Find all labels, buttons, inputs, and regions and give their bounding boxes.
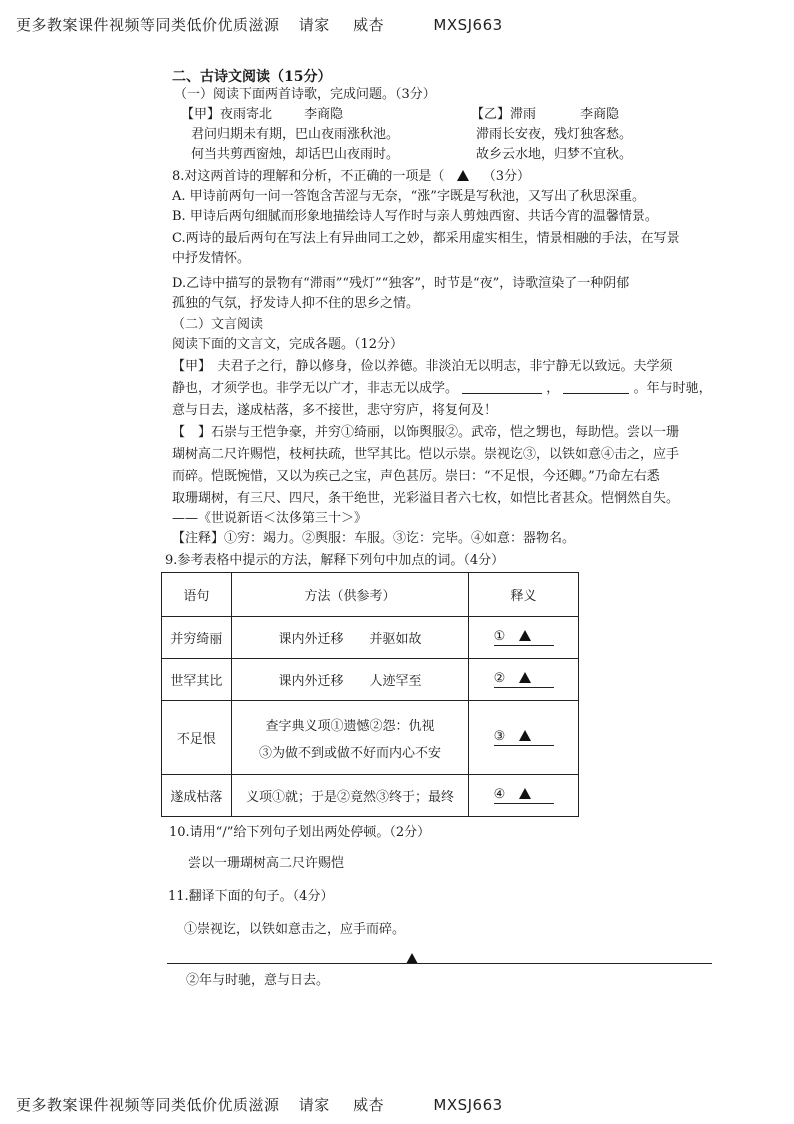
banner-text: 更多教案课件视频等同类低价优质滋源 <box>16 16 280 34</box>
method-cell: 课内外迁移 并驱如故 <box>231 617 468 659</box>
q8-option-b: B. 甲诗后两句细腻而形象地描绘诗人写作时与亲人剪烛西窗、共话今宵的温馨情景。 <box>172 209 658 224</box>
q8-option-a: A. 甲诗前两句一问一答饱含苦涩与无奈，“涨”字既是写秋池，又写出了秋思深重。 <box>172 189 645 204</box>
q8-option-c-line1: C.两诗的最后两句在写法上有异曲同工之妙，都采用虚实相生，情景相融的手法，在写景 <box>172 231 680 246</box>
table-row <box>162 659 579 701</box>
jia-line1: 【甲】 夫君子之行，静以修身，俭以养德。非淡泊无以明志，非宁静无以致远。夫学须 <box>172 359 673 374</box>
table-row <box>162 775 579 817</box>
poem-b-author: 李商隐 <box>580 107 620 122</box>
answer-number: ② <box>493 671 506 686</box>
answer-cell[interactable] <box>469 775 579 817</box>
answer-number: ④ <box>493 787 506 802</box>
poem-b-title-row <box>471 106 619 124</box>
answer-triangle-icon <box>519 788 531 799</box>
table-row <box>162 701 579 775</box>
answer-slot[interactable] <box>494 787 554 804</box>
part2-intro: 阅读下面的文言文，完成各题。（12分） <box>172 337 404 352</box>
yi-line4: 取珊瑚树，有三尺、四尺，条干绝世，光彩溢目者六七枚，如恺比者甚众。恺惘然自失。 <box>172 491 680 506</box>
banner-contact-label: 请家 <box>298 1096 330 1114</box>
method-line: ③为做不到或做不好而内心不安 <box>258 745 441 761</box>
poem-b-title: 【乙】滞雨 <box>471 107 537 122</box>
answer-slot[interactable] <box>494 629 554 646</box>
section-title: 二、古诗文阅读（15分） <box>172 69 332 85</box>
table-header: 语句 <box>162 573 232 617</box>
table-row <box>162 617 579 659</box>
poem-b-line2: 故乡云水地，归梦不宜秋。 <box>476 147 633 162</box>
answer-line[interactable] <box>167 963 712 964</box>
poem-a-title: 【甲】夜雨寄北 <box>181 107 273 122</box>
poem-a-line2: 何当共剪西窗烛，却话巴山夜雨时。 <box>191 147 400 162</box>
jia-line2-end: 。年与时驰， <box>633 381 712 396</box>
q8-option-d-line2: 孤独的气氛，抒发诗人抑不住的思乡之情。 <box>172 296 420 311</box>
table-header: 方法（供参考） <box>231 573 468 617</box>
banner-code: MXSJ663 <box>433 16 503 34</box>
phrase-cell: 不足恨 <box>162 701 232 775</box>
answer-cell[interactable] <box>469 701 579 775</box>
answer-number: ③ <box>493 729 506 744</box>
part2-title: （二）文言阅读 <box>172 317 264 332</box>
q8-option-c-line2: 中抒发情怀。 <box>172 251 251 266</box>
answer-triangle-icon <box>519 730 531 741</box>
bottom-banner <box>16 1094 503 1115</box>
banner-code: MXSJ663 <box>433 1096 503 1114</box>
answer-triangle-icon <box>519 672 531 683</box>
poem-a-line1: 君问归期未有期，巴山夜雨涨秋池。 <box>191 127 400 142</box>
answer-triangle-icon <box>519 630 531 641</box>
yi-source: ——《世说新语＜汰侈第三十＞》 <box>172 511 368 526</box>
q11-sentence-1: ①崇视讫，以铁如意击之，应手而碎。 <box>184 922 406 937</box>
jia-line3: 意与日去，遂成枯落，多不接世，悲守穷庐，将复何及！ <box>172 403 498 418</box>
table-header: 释义 <box>469 573 579 617</box>
banner-contact-name: 威杏 <box>353 16 385 34</box>
q11-stem: 11.翻译下面的句子。（4分） <box>168 889 334 904</box>
q10-stem: 10.请用“/”给下列句子划出两处停顿。（2分） <box>169 825 431 840</box>
poem-a-title-row <box>181 106 343 124</box>
method-line: 查字典义项①遗憾②怨：仇视 <box>265 718 435 734</box>
answer-triangle-icon <box>457 170 469 181</box>
q9-stem: 9.参考表格中提示的方法，解释下列句中加点的词。（4分） <box>165 553 505 568</box>
answer-slot[interactable] <box>494 729 554 746</box>
q8-stem-row <box>172 168 530 186</box>
yi-line3: 而碎。恺既惋惜，又以为疾己之宝，声色甚厉。崇曰：“不足恨，今还卿。”乃命左右悉 <box>172 469 660 484</box>
q10-sentence: 尝以一珊瑚树高二尺许赐恺 <box>188 856 345 871</box>
answer-triangle-icon <box>406 948 418 967</box>
yi-notes: 【注释】①穷：竭力。②舆服：车服。③讫：完毕。④如意：器物名。 <box>172 531 576 546</box>
phrase-cell: 世罕其比 <box>162 659 232 701</box>
answer-number: ① <box>493 629 506 644</box>
answer-slot[interactable] <box>494 671 554 688</box>
fill-blank-1[interactable] <box>462 380 542 394</box>
part1-title: （一）阅读下面两首诗歌，完成问题。（3分） <box>174 87 436 102</box>
answer-cell[interactable] <box>469 617 579 659</box>
jia-comma: ， <box>546 381 560 396</box>
yi-line2: 瑚树高二尺许赐恺，枝柯扶疏，世罕其比。恺以示崇。崇视讫③，以铁如意④击之，应手 <box>172 447 680 462</box>
answer-cell[interactable] <box>469 659 579 701</box>
top-banner <box>16 14 503 35</box>
phrase-cell: 遂成枯落 <box>162 775 232 817</box>
banner-contact-name: 威杏 <box>353 1096 385 1114</box>
poem-a-author: 李商隐 <box>304 107 344 122</box>
banner-contact-label: 请家 <box>298 16 330 34</box>
q8-points: （3分） <box>482 169 530 184</box>
vocab-table <box>161 572 579 817</box>
yi-line1: 【 】石崇与王恺争豪，并穷①绮丽，以饰舆服②。武帝，恺之甥也，每助恺。尝以一珊 <box>172 425 680 440</box>
fill-blank-2[interactable] <box>563 380 629 394</box>
method-cell <box>231 701 468 775</box>
poem-b-line1: 滞雨长安夜，残灯独客愁。 <box>476 127 633 142</box>
method-cell: 义项①就；于是②竟然③终于；最终 <box>231 775 468 817</box>
q11-sentence-2: ②年与时驰，意与日去。 <box>186 973 330 988</box>
q8-stem: 8.对这两首诗的理解和分析，不正确的一项是（ <box>172 169 445 184</box>
q8-option-d-line1: D.乙诗中描写的景物有“滞雨”“残灯”“独客”，时节是“夜”，诗歌渲染了一种阴郁 <box>172 276 630 291</box>
banner-text: 更多教案课件视频等同类低价优质滋源 <box>16 1096 280 1114</box>
table-header-row <box>162 573 579 617</box>
jia-line2-start: 静也，才须学也。非学无以广才，非志无以成学。 <box>172 381 459 396</box>
jia-line2 <box>172 380 712 398</box>
method-cell: 课内外迁移 人迹罕至 <box>231 659 468 701</box>
phrase-cell: 并穷绮丽 <box>162 617 232 659</box>
